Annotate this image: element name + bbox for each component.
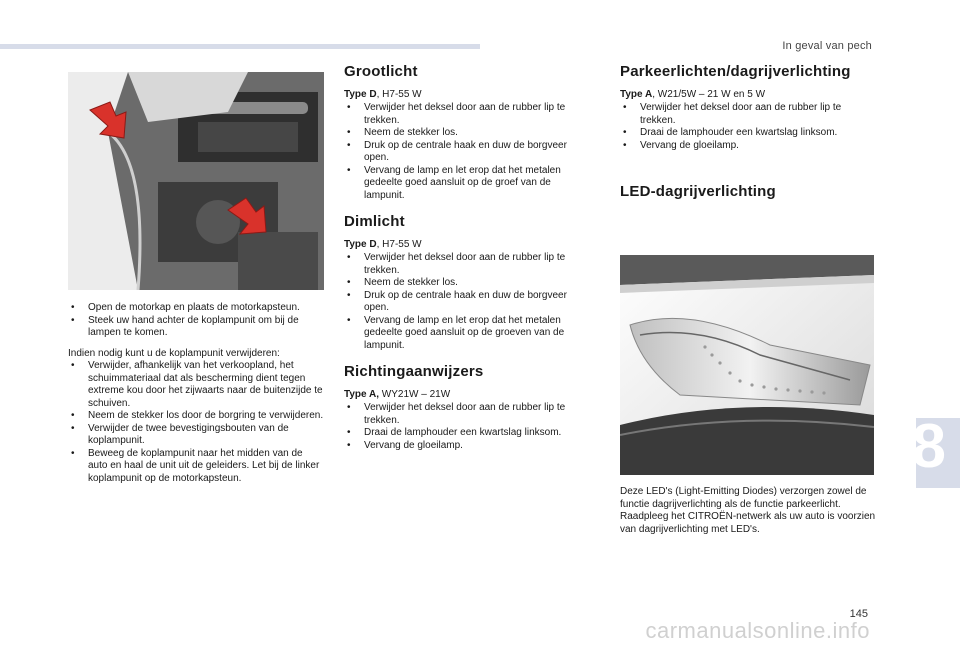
header-accent-bar: [0, 44, 480, 49]
section-title: Parkeerlichten/dagrijverlichting: [620, 63, 851, 80]
list-item: • Draai de lamphouder een kwartslag linksom.: [344, 427, 584, 440]
section-richtingaanwijzers: [344, 363, 584, 452]
steps-list: [344, 102, 584, 202]
steps-list: [344, 402, 584, 452]
list-item: • Vervang de gloeilamp.: [620, 140, 876, 153]
list-item: • Draai de lamphouder een kwartslag linksom.: [620, 127, 876, 140]
removal-steps: [68, 360, 324, 485]
list-item: • Beweeg de koplampunit naar het midden van de auto en haal de unit uit de geleiders. Let bij de linker koplampunit op de motorkapsteun.: [68, 448, 324, 486]
bulb-type: [344, 389, 584, 402]
steps-list: [620, 102, 876, 152]
list-item: • Vervang de lamp en let erop dat het metalen gedeelte goed aansluit op de groef van de lampunit.: [344, 165, 584, 203]
list-item: • Druk op de centrale haak en duw de borgveer open.: [344, 290, 584, 315]
left-column: [68, 302, 324, 485]
section-title: Richtingaanwijzers: [344, 363, 484, 380]
page-number: 145: [849, 608, 868, 620]
middle-column: [344, 63, 584, 466]
bulb-type: [344, 89, 584, 102]
type-label: Type A,: [344, 388, 380, 400]
chapter-number: 8: [911, 412, 946, 481]
section-led-dagrijverlichting: [620, 183, 876, 200]
list-item: • Vervang de lamp en let erop dat het metalen gedeelte goed aansluit op de groeven van de lampunit.: [344, 315, 584, 353]
section-dimlicht: [344, 213, 584, 352]
bulb-type: [344, 239, 584, 252]
list-item: • Verwijder het deksel door aan de rubber lip te trekken.: [620, 102, 876, 127]
chapter-title: In geval van pech: [782, 40, 872, 52]
type-value: , W21/5W – 21 W en 5 W: [652, 88, 766, 100]
list-item: • Neem de stekker los.: [344, 277, 584, 290]
type-value: , H7-55 W: [376, 238, 422, 250]
list-item: • Neem de stekker los.: [344, 127, 584, 140]
list-item: • Verwijder de twee bevestigingsbouten van de koplampunit.: [68, 423, 324, 448]
type-label: Type D: [344, 238, 377, 250]
steps-list: [344, 252, 584, 352]
list-item: • Verwijder het deksel door aan de rubber lip te trekken.: [344, 102, 584, 127]
list-item: • Steek uw hand achter de koplampunit om bij de lampen te komen.: [68, 315, 324, 340]
list-item: • Neem de stekker los door de borgring te verwijderen.: [68, 410, 324, 423]
right-column: [620, 63, 876, 213]
bulb-type: [620, 89, 876, 102]
led-headlamp-photo: [620, 255, 874, 475]
list-item: • Druk op de centrale haak en duw de borgveer open.: [344, 140, 584, 165]
led-description: Deze LED's (Light-Emitting Diodes) verzorgen zowel de functie dagrijverlichting als de functie parkeerlicht. Raadpleeg het CITROËN-netwerk als uw auto is voorzien van dagrijverlichting met LED's.: [620, 486, 876, 535]
list-item: • Vervang de gloeilamp.: [344, 440, 584, 453]
list-item: • Verwijder het deksel door aan de rubber lip te trekken.: [344, 252, 584, 277]
type-label: Type D: [344, 88, 377, 100]
section-title: Dimlicht: [344, 213, 405, 230]
open-bonnet-steps: [68, 302, 324, 340]
section-title: Grootlicht: [344, 63, 418, 80]
watermark: carmanualsonline.info: [645, 618, 870, 643]
type-value: WY21W – 21W: [379, 388, 451, 400]
section-grootlicht: [344, 63, 584, 202]
section-parkeerlichten: [620, 63, 876, 152]
list-item: • Verwijder het deksel door aan de rubber lip te trekken.: [344, 402, 584, 427]
list-item: • Verwijder, afhankelijk van het verkoopland, het schuimmateriaal dat als bescherming dient tegen extreme kou door het zijwaarts naar de buitenzijde te schuiven.: [68, 360, 324, 410]
removal-intro: Indien nodig kunt u de koplampunit verwijderen:: [68, 347, 280, 359]
type-value: , H7-55 W: [376, 88, 422, 100]
list-item: • Open de motorkap en plaats de motorkapsteun.: [68, 302, 324, 315]
engine-bay-photo: [68, 72, 324, 290]
type-label: Type A: [620, 88, 653, 100]
section-title: LED-dagrijverlichting: [620, 183, 776, 200]
